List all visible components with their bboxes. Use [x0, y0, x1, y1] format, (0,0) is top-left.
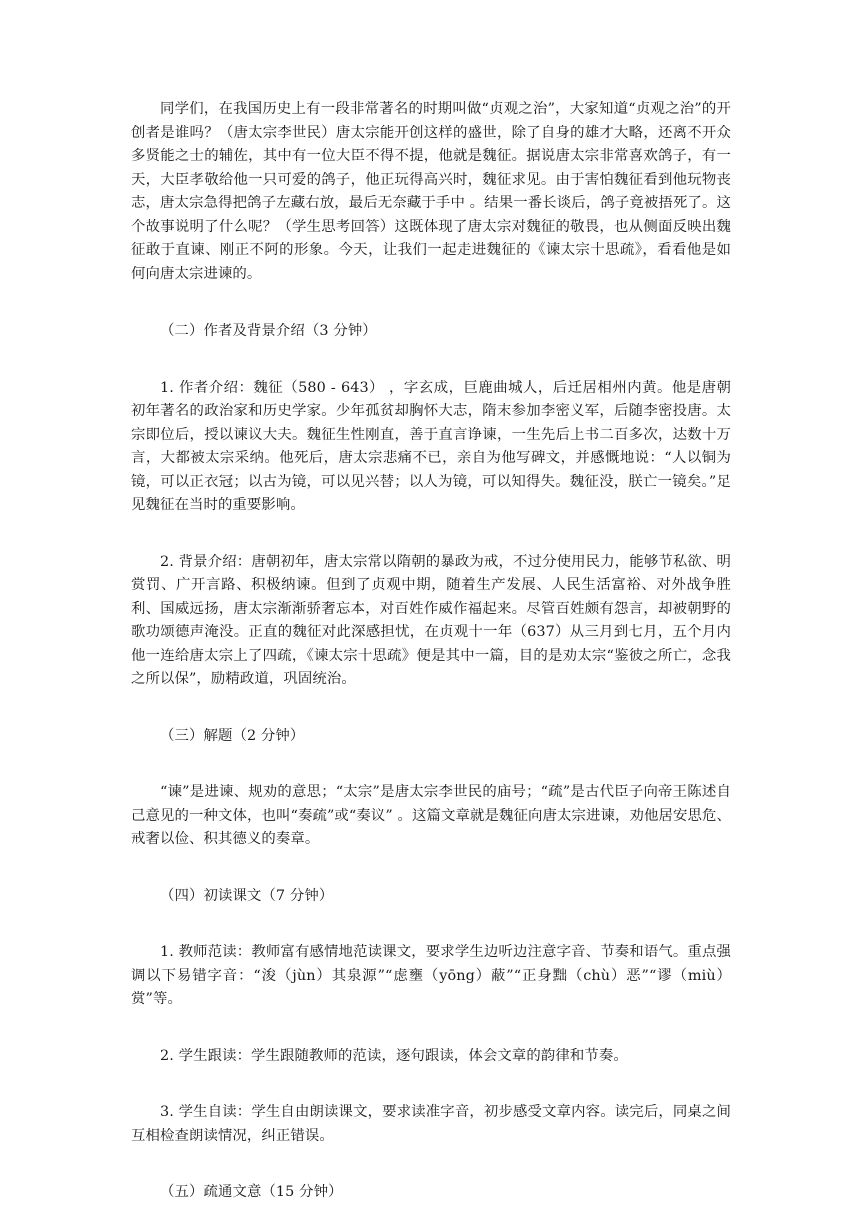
section-heading-author-background: （二）作者及背景介绍（3 分钟）: [160, 323, 377, 339]
section-heading-first-reading: （四）初读课文（7 分钟）: [160, 887, 334, 904]
section-heading-title-explanation: （三）解题（2 分钟）: [160, 727, 305, 744]
author-intro-paragraph: 1. 作者介绍：魏征（580 - 643） ，字玄成，巨鹿曲城人，后迁居相州内黄。他是唐朝初年著名的政治家和历史学家。少年孤贫却胸怀大志，隋末参加李密义军，后随李密投唐。太宗即位后，授以谏议大夫。魏征生性刚直，善于直言诤谏，一生先后上书二百多次，达数十万言，大都被太宗采纳。他死后，唐太宗悲痛不已，亲自为他写碑文，并感慨地说：“人以铜为镜，可以正衣冠；以古为镜，可以见兴替；以人为镜，可以知得失。魏征没，朕亡一镜矣。”足见魏征在当时的重要影响。: [131, 379, 731, 513]
document-body: [131, 98, 731, 1205]
student-self-reading-paragraph: 3. 学生自读：学生自由朗读课文，要求读准字音，初步感受文章内容。读完后，同桌之间互相检查朗读情况，纠正错误。: [131, 1104, 731, 1144]
intro-paragraph: 同学们，在我国历史上有一段非常著名的时期叫做“贞观之治”，大家知道“贞观之治”的开创者是谁吗？（唐太宗李世民）唐太宗能开创这样的盛世，除了自身的雄才大略，还离不开众多贤能之士的辅佐，其中有一位大臣不得不提，他就是魏征。据说唐太宗非常喜欢鸽子，有一天，大臣孝敬给他一只可爱的鸽子，他正玩得高兴时，魏征求见。由于害怕魏征看到他玩物丧志，唐太宗急得把鸽子左藏右放，最后无奈藏于手中 。结果一番长谈后，鸽子竟被捂死了。这个故事说明了什么呢？（学生思考回答）这既体现了唐太宗对魏征的敬畏，也从侧面反映出魏征敢于直谏、刚正不阿的形象。今天，让我们一起走进魏征的《谏太宗十思疏》，看看他是如何向唐太宗进谏的。: [131, 101, 731, 282]
background-intro-paragraph: 2. 背景介绍：唐朝初年，唐太宗常以隋朝的暴政为戒，不过分使用民力，能够节私欲、明赏罚、广开言路、积极纳谏。但到了贞观中期，随着生产发展、人民生活富裕、对外战争胜利、国威远扬，唐太宗渐渐骄奢忘本，对百姓作威作福起来。尽管百姓颇有怨言，却被朝野的歌功颂德声淹没。正直的魏征对此深感担忧，在贞观十一年（637）从三月到七月，五个月内他一连给唐太宗上了四疏，《谏太宗十思疏》便是其中一篇，目的是劝太宗“鉴彼之所亡，念我之所以保”，励精政道，巩固统治。: [131, 553, 731, 687]
title-explanation-paragraph: “谏”是进谏、规劝的意思；“太宗”是唐太宗李世民的庙号；“疏”是古代臣子向帝王陈述自己意见的一种文体，也叫“奏疏”或“奏议” 。这篇文章就是魏征向唐太宗进谏，劝他居安思危、戒奢以俭、积其德义的奏章。: [131, 784, 731, 847]
student-follow-reading-paragraph: 2. 学生跟读：学生跟随教师的范读，逐句跟读，体会文章的韵律和节奏。: [160, 1047, 628, 1064]
teacher-reading-paragraph: 1. 教师范读：教师富有感情地范读课文，要求学生边听边注意字音、节奏和语气。重点强调以下易错字音：“浚（jùn）其泉源”“虑壅（yōng）蔽”“正身黜（chù）恶”“谬（miù）赏”等。: [131, 944, 731, 1007]
section-heading-text-comprehension: （五）疏通文意（15 分钟）: [160, 1184, 343, 1200]
